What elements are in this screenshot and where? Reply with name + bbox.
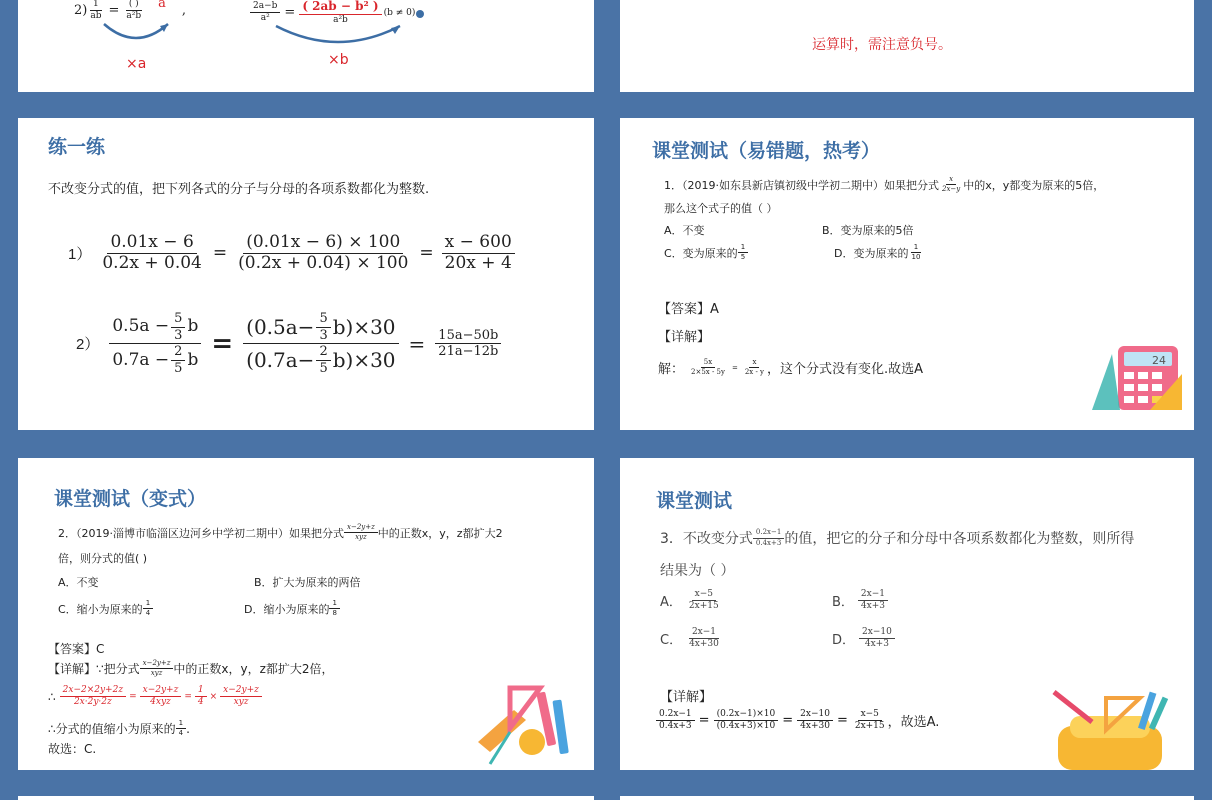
option-a: A． $\frac{x-5}{2x+15}$ (660, 589, 719, 612)
slide-title: 课堂测试 (656, 490, 733, 512)
slide-8-panel (620, 796, 1194, 800)
option-b: B．变为原来的5倍 (822, 224, 914, 237)
slide-5 (6, 446, 606, 782)
answer-label: 【答案】C (48, 642, 105, 656)
calculator-display: 24 (1152, 354, 1166, 367)
question-line-2: 结果为（ ） (660, 563, 735, 579)
option-d: D．变为原来的 $\frac{1}{10}$ (834, 243, 921, 262)
curved-arrow-a (96, 20, 176, 50)
fraction: $\frac{0.01x - 6}{0.2x + 0.04}$ (102, 232, 202, 273)
question-line-2: 那么这个式子的值（ ） (664, 202, 778, 215)
option-d: D．缩小为原来的 $\frac{1}{8}$ (244, 600, 340, 618)
slide-2-panel (620, 0, 1194, 92)
slide-7-panel (18, 796, 594, 800)
exercise-2-label: 2） (76, 336, 100, 354)
equals-sign: = (212, 243, 228, 264)
option-d: D． $\frac{2x-10}{4x+3}$ (832, 628, 895, 650)
conclusion-line: ∴分式的值缩小为原来的 $\frac{1}{4}$ . (48, 719, 190, 738)
detail-label: 【详解】 (660, 690, 713, 705)
solution-line: 解： $\frac{5x}{2\times 5x - 5y}$ = $\frac{x}{2x - y}$ ，这个分式没有变化.故选A (658, 357, 924, 377)
slide-1 (6, 0, 606, 104)
slide-title: 练一练 (48, 136, 106, 158)
solution-line: $\frac{0.2x-1}{0.4x+3}$ = $\frac{(0.2x-1)\times 10}{(0.4x+3)\times 10}$ = $\frac{2x-10}{4x+30}$ = $\frac{x-5}{2x+15}$ ，故选A. (656, 710, 939, 732)
equals-sign: = (419, 243, 434, 264)
option-c: C．缩小为原来的 $\frac{1}{4}$ (58, 600, 153, 618)
option-a: A．不变 (58, 576, 99, 589)
stationery-illustration (470, 680, 580, 770)
slide-4 (608, 106, 1206, 442)
separator: , (181, 3, 187, 19)
slide-5-panel (18, 458, 594, 770)
times-a-label: ×a (126, 56, 147, 72)
option-c: C．变为原来的 $\frac{1}{5}$ (664, 244, 748, 262)
item-label: 2) (74, 3, 88, 19)
fraction: $\frac{15a-50b}{21a-12b}$ (435, 329, 501, 359)
fraction-equation-1 (74, 0, 186, 22)
option-b: B．扩大为原来的两倍 (254, 576, 361, 589)
fraction: $\frac{( )}{\text{a²b}}$ (126, 0, 142, 22)
calculator-illustration (1090, 344, 1186, 416)
slide-2 (608, 0, 1206, 104)
condition: (b ≠ 0) (383, 7, 416, 18)
slide-4-panel (620, 118, 1194, 430)
curved-arrow-b (268, 22, 408, 54)
final-answer: 故选：C. (48, 742, 97, 756)
question-line-1: 1．（2019·如东县新店镇初级中学初二期中）如果把分式 $\frac{x}{2x-y}$ 中的x，y都变为原来的5倍， (664, 175, 1105, 194)
answer-label: 【答案】A (658, 302, 719, 317)
reasoning-line: ∴ $\frac{2x-2\times 2y+2z}{2x\cdot 2y\cdot 2z}$ = $\frac{x-2y+z}{\text{4xyz}}$ = $\frac{1}{4}$ × $\frac{x-2y+z}{\text{xyz}}$ (48, 686, 262, 708)
question-line-2: 倍，则分式的值( ) (58, 552, 148, 565)
slide-1-panel (18, 0, 594, 92)
slide-8-edge (608, 784, 1206, 800)
question-line-1: 3．不改变分式 $\frac{0.2x-1}{0.4x+3}$ 的值，把它的分子和分母中各项系数都化为整数，则所得 (660, 528, 1135, 547)
slide-title: 课堂测试（变式） (54, 488, 207, 510)
option-b: B． $\frac{2x-1}{4x+3}$ (832, 590, 888, 612)
fraction: (0.5a− $\frac{5}{3}$ b)×30 (0.7a− $\frac{2}{5}$ b)×30 (243, 312, 398, 376)
negative-sign-note: 运算时，需注意负号。 (812, 37, 952, 53)
fraction: 0.5a − $\frac{5}{3}$ b 0.7a − $\frac{2}{5}$ b (109, 312, 201, 376)
schoolbag-illustration (1048, 686, 1172, 770)
instruction-text: 不改变分式的值，把下列各式的分子与分母的各项系数都化为整数. (48, 182, 430, 197)
fraction: $\frac{1}{ab}$ (90, 0, 102, 22)
slide-6-panel (620, 458, 1194, 770)
fraction: $\frac{(0.01x - 6) \times 100}{(0.2x + 0.04) \times 100}$ (238, 232, 409, 273)
exercise-2 (76, 312, 501, 376)
times-b-label: ×b (328, 52, 349, 68)
blue-dot (416, 10, 424, 18)
question-line-1: 2．（2019·淄博市临淄区边河乡中学初二期中）如果把分式 $\frac{x-2y+z}{\text{xyz}}$ 中的正数x，y，z都扩大2 (58, 523, 503, 542)
exercise-1 (68, 234, 515, 273)
equals-sign: = (284, 5, 296, 21)
detail-label: 【详解】 (658, 330, 711, 345)
fraction: $\frac{x - 600}{20x + 4}$ (442, 234, 515, 273)
equals-sign: = (108, 3, 120, 19)
slide-7-edge (6, 784, 606, 800)
option-a: A．不变 (664, 224, 705, 237)
fraction: $\frac{\text{( 2ab − b² )}}{\text{a²b}}$ (299, 0, 381, 25)
slide-3-panel (18, 118, 594, 430)
fraction: $\frac{2a-b}{\text{a²}}$ (250, 2, 280, 24)
slide-3 (6, 106, 606, 442)
detail-line: 【详解】∵把分式 $\frac{x-2y+z}{\text{xyz}}$ 中的正数x，y，z都扩大2倍， (48, 659, 334, 678)
option-c: C． $\frac{2x-1}{4x+30}$ (660, 627, 719, 650)
equals-sign: = (211, 328, 234, 359)
multiplier-a: a (158, 0, 166, 12)
slide-6 (608, 446, 1206, 782)
equals-sign: = (408, 331, 426, 356)
slide-title: 课堂测试（易错题，热考） (652, 140, 881, 162)
exercise-1-label: 1） (68, 245, 92, 263)
